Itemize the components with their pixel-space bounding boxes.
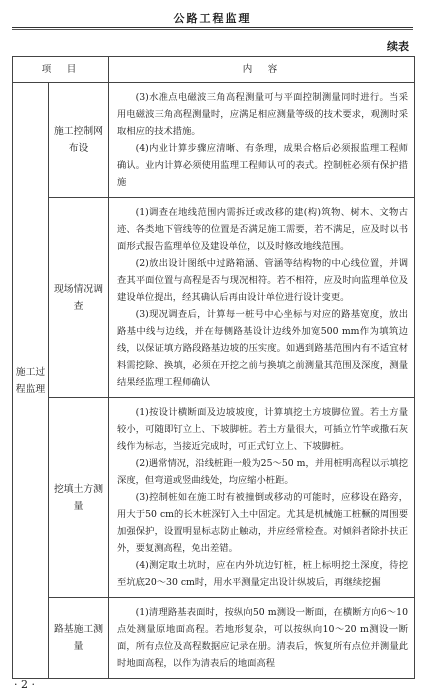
- content-paragraph: (1)按设计横断面及边坡坡度，计算填挖土方坡脚位置。若土方量较小，可随即钉立上、下坡脚桩。若土方量很大，可插立竹竿或撒石灰线作为标志，当接近完成时，可正式钉立上、下坡脚桩。: [117, 407, 409, 452]
- col-header-item: 项 目: [13, 57, 109, 83]
- row-content: [109, 198, 415, 398]
- row-content: [109, 598, 415, 679]
- table-row: [13, 198, 415, 398]
- table-header-row: [13, 57, 415, 83]
- supervision-table: [12, 56, 415, 679]
- content-paragraph: (2)遇常情况，沿线桩距一般为25～50 m，并用桩明高程以示填挖深度，但弯道或竖曲线处，均应缩小桩距。: [117, 458, 409, 486]
- table-row: [13, 598, 415, 679]
- table-row: [13, 83, 415, 198]
- row-content: [109, 83, 415, 198]
- content-paragraph: (1)清理路基表面时，按纵向50 m测设一断面，在横断方向6～10点处测量原地面高程。若地形复杂，可以按纵向10～20 m测设一断面，所有点位及高程数据应记录在册。清表后，恢复所有点位并测量此时地面高程，以作为清表后的地面高程: [117, 607, 409, 669]
- content-paragraph: (2)放出设计图纸中过路箱涵、管涵等结构物的中心线位置，并调查其平面位置与高程是否与现况相符。若不相符，应及时向监理单位及建设单位提出，经其确认后再由设计单位进行设计变更。: [117, 258, 409, 303]
- row-item-label: 现场情况调查: [49, 198, 109, 398]
- page-number: · 2 ·: [14, 678, 35, 691]
- phase-label-text: 施工过程监理: [15, 366, 46, 395]
- row-item-label: 施工控制网布设: [49, 83, 109, 198]
- phase-label: [13, 83, 49, 679]
- col-header-content: 内 容: [109, 57, 415, 83]
- running-title: 公路工程监理: [173, 12, 252, 25]
- content-paragraph: (4)测定取土坑时，应在内外坑边钉桩，桩上标明挖土深度，待挖至坑底20～30 cm时，用水平测量定出设计纵坡后，再继续挖掘: [117, 560, 409, 588]
- row-content: [109, 398, 415, 598]
- continued-label: 续表: [387, 40, 409, 53]
- row-item-label: 路基施工测量: [49, 598, 109, 679]
- header-rule: [12, 27, 413, 28]
- row-item-label: 挖填土方测量: [49, 398, 109, 598]
- content-paragraph: (3)控制桩如在施工时有被撞倒或移动的可能时，应移设在路旁，用大于50 cm的长木桩深钉入土中固定。尤其是机械施工桩橛的周围要加强保护，设置明显标志防止触动，并应经常检查。对倾斜者除扑扶正外，要复测高程，免出差错。: [117, 492, 409, 554]
- content-paragraph: (3)现况调查后，计算每一桩号中心坐标与对应的路基宽度，放出路基中线与边线，并在每侧路基设计边线外加宽500 mm作为填筑边线，以保证填方路段路基边坡的压实度。如遇到路基范围内有不适宜材料需挖除、换填，必须在开挖之前与换填之前测量其范围及深度，测量结果经监理工程师确认: [117, 309, 409, 388]
- content-paragraph: (1)调查在地线范围内需拆迁或改移的建(构)筑物、树木、文物古迹、各类地下管线等的位置是否满足施工需要，若不满足，应及时以书面形式报告监理单位及建设单位，以及时修改地线范围。: [117, 207, 409, 252]
- content-paragraph: (3)水准点电磁波三角高程测量可与平面控制测量同时进行。当采用电磁波三角高程测量时，应满足相应测量等级的技术要求，观测时采取相应的技术措施。: [117, 92, 409, 137]
- table-row: [13, 398, 415, 598]
- header-rule-thin: [12, 29, 413, 30]
- content-paragraph: (4)内业计算步骤应清晰、有条理，成果合格后必须报监理工程师确认。业内计算必须使用监理工程师认可的表式。控制桩必须有保护措施: [117, 143, 409, 188]
